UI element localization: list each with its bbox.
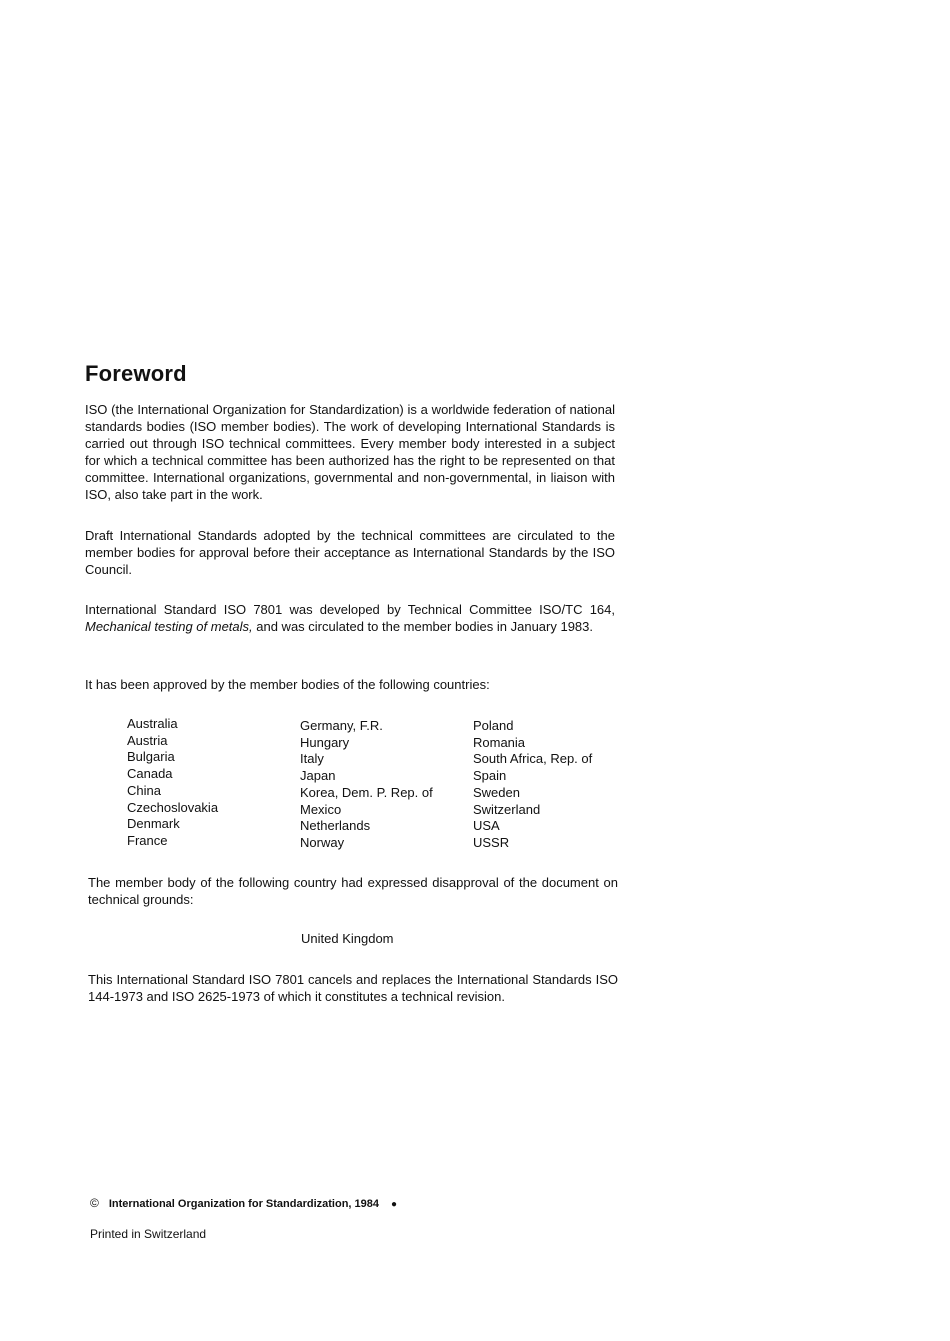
paragraph-standard-development xyxy=(85,601,615,635)
country-item: Netherlands xyxy=(300,818,371,834)
countries-column-1 xyxy=(127,716,218,850)
country-item: Denmark xyxy=(127,816,180,832)
country-item: Mexico xyxy=(300,801,342,817)
country-item: France xyxy=(127,832,168,848)
paragraph-draft-standards: Draft International Standards adopted by the technical committees are circulated to the member bodies for approval before their acceptance as International Standards by the ISO Council. xyxy=(85,528,615,577)
country-item: Japan xyxy=(300,768,336,784)
country-item: South Africa, Rep. of xyxy=(473,751,593,767)
copyright-text: International Organization for Standardization, 1984 xyxy=(108,1198,379,1210)
country-item: USSR xyxy=(473,834,510,850)
copyright-notice xyxy=(90,1196,397,1210)
country-item: Czechoslovakia xyxy=(127,799,219,815)
country-item: China xyxy=(127,782,161,798)
country-item: Bulgaria xyxy=(127,749,175,765)
paragraph-standard-development-start: International Standard ISO 7801 was developed by Technical Committee ISO/TC 164, xyxy=(85,602,615,617)
printed-in-notice: Printed in Switzerland xyxy=(90,1227,207,1241)
copyright-icon: © xyxy=(90,1196,99,1210)
disapproval-country: United Kingdom xyxy=(301,931,394,946)
country-item: Hungary xyxy=(300,734,350,750)
bullet-icon: ● xyxy=(391,1199,398,1210)
country-item: Romania xyxy=(473,734,526,750)
country-item: Spain xyxy=(473,768,507,784)
country-item: Switzerland xyxy=(473,801,541,817)
country-item: Australia xyxy=(127,716,178,731)
country-item: Sweden xyxy=(473,784,520,800)
paragraph-replaces: This International Standard ISO 7801 cancels and replaces the International Standards ISO 144-1973 and ISO 2625-1973 of which it constitutes a technical revision. xyxy=(88,972,618,1004)
country-item: USA xyxy=(473,818,500,834)
paragraph-standard-development-end: and was circulated to the member bodies in January 1983. xyxy=(252,619,594,634)
page-title: Foreword xyxy=(85,361,187,386)
country-item: Germany, F.R. xyxy=(300,718,383,733)
paragraph-iso-intro: ISO (the International Organization for Standardization) is a worldwide federation of national standards bodies (ISO member bodies). The work of developing International Standards is carried out through ISO technical committees. Every member body interested in a subject for which a technical committee has been authorized has the right to be represented on that committee. International organizations, governmental and non-governmental, in liaison with ISO, also take part in the work. xyxy=(85,402,615,502)
country-item: Italy xyxy=(300,751,324,767)
paragraph-approval-intro: It has been approved by the member bodies of the following countries: xyxy=(85,677,490,692)
countries-column-3 xyxy=(473,718,592,852)
country-item: Poland xyxy=(473,718,514,733)
committee-title: Mechanical testing of metals, xyxy=(85,619,253,634)
country-item: Korea, Dem. P. Rep. of xyxy=(300,784,433,800)
country-item: Canada xyxy=(127,766,173,782)
country-item: Austria xyxy=(127,732,168,748)
paragraph-disapproval: The member body of the following country had expressed disapproval of the document on technical grounds: xyxy=(88,875,618,907)
country-item: Norway xyxy=(300,834,345,850)
countries-column-2 xyxy=(300,718,433,852)
